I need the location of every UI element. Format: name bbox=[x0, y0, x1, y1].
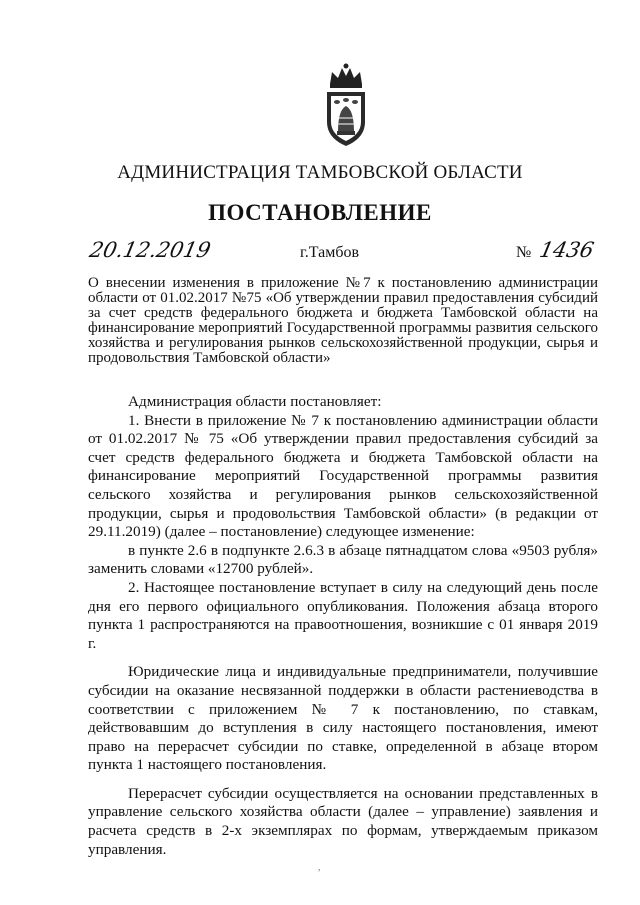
paragraph-4: Перерасчет субсидии осуществляется на основании представленных в управление сельского хозяйства области (далее – управление) заявления и расчета средств в 2-х экземплярах по формам, утверждаемым приказом управления. bbox=[88, 784, 598, 858]
page-mark: , bbox=[318, 862, 321, 873]
document-number: 1436 bbox=[537, 238, 597, 262]
paragraph-1-change: в пункте 2.6 в подпункте 2.6.3 в абзаце пятнадцатом слова «9503 рубля» заменить словами «12700 рублей». bbox=[88, 541, 598, 578]
paragraph-3: Юридические лица и индивидуальные предприниматели, получившие субсидии на оказание несвязанной поддержки в области растениеводства в соответствии с приложением № 7 к постановлению, по ставкам, действовавшим до вступления в силу настоящего постановления, имеют право на перерасчет субсидии по ставке, определенной в абзаце втором пункта 1 настоящего постановления. bbox=[88, 663, 598, 774]
paragraph-2: 2. Настоящее постановление вступает в силу на следующий день после дня его первого официального опубликования. Положения абзаца второго пункта 1 распространяются на правоотношения, возникшие с 01 января 2019 г. bbox=[88, 578, 598, 652]
coat-of-arms-icon bbox=[322, 62, 370, 148]
document-type-title: ПОСТАНОВЛЕНИЕ bbox=[208, 200, 432, 225]
organization-name: АДМИНИСТРАЦИЯ ТАМБОВСКОЙ ОБЛАСТИ bbox=[117, 162, 523, 183]
document-body bbox=[88, 393, 598, 859]
document-city: г.Тамбов bbox=[300, 244, 360, 261]
document-subject: О внесении изменения в приложение №7 к постановлению администрации области от 01.02.2017 №75 «Об утверждении правил предоставления субсидий за счет средств федерального бюджета и бюджета Тамбовской области на финансирование мероприятий Государственной программы развития сельского хозяйства и регулирования рынков сельскохозяйственной продукции, сырья и продовольствия Тамбовской области» bbox=[88, 275, 598, 366]
paragraph-1: 1. Внести в приложение № 7 к постановлению администрации области от 01.02.2017 № 75 «Об утверждении правил предоставления субсидий за счет средств федерального бюджета и бюджета Тамбовской области на финансирование мероприятий Государственной программы развития сельского хозяйства и регулирования рынков сельскохозяйственной продукции, сырья и продовольствия Тамбовской области» (в редакции от 29.11.2019) (далее – постановление) следующее изменение: bbox=[88, 411, 598, 541]
number-sign: № bbox=[516, 244, 532, 261]
document-date: 20.12.2019 bbox=[87, 238, 213, 262]
intro-paragraph: Администрация области постановляет: bbox=[128, 393, 382, 410]
